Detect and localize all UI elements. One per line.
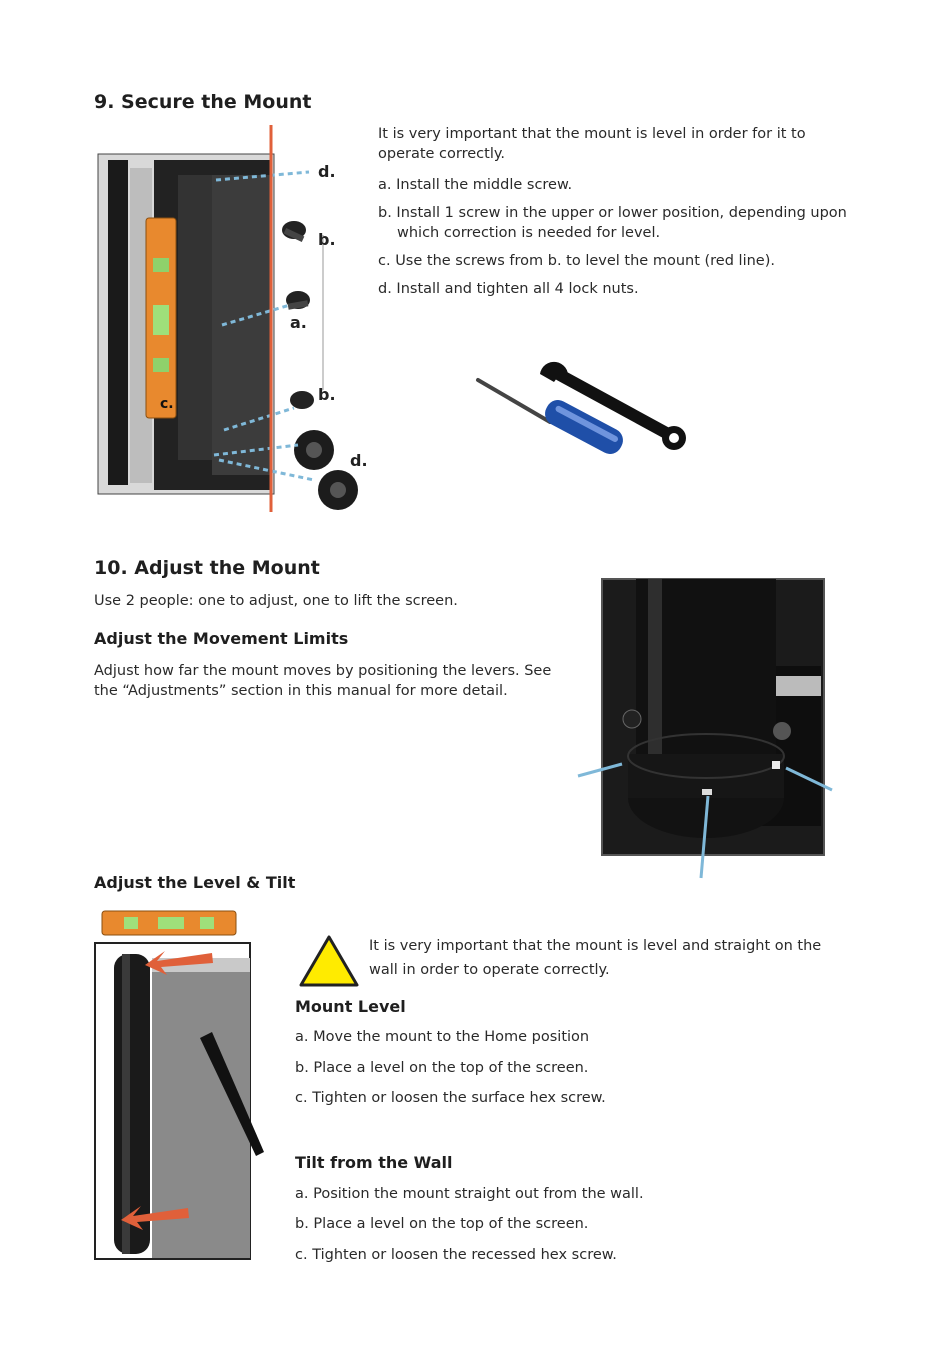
- section-9-step-c: c. Use the screws from b. to level the mount (red line).: [378, 253, 775, 269]
- mount-level-step-c: c. Tighten or loosen the surface hex screw.: [295, 1090, 606, 1106]
- section-9-step-d: d. Install and tighten all 4 lock nuts.: [378, 281, 639, 297]
- figure-label-b-top: b.: [318, 230, 336, 249]
- figure-label-c: c.: [160, 396, 174, 412]
- tools-illustration: [470, 360, 700, 470]
- level-tilt-heading: Adjust the Level & Tilt: [94, 873, 296, 892]
- lock-nut-icon: [294, 430, 334, 470]
- level-tool-icon: [102, 911, 236, 935]
- lock-nut-icon: [318, 470, 358, 510]
- figure-label-b-bottom: b.: [318, 385, 336, 404]
- tilt-heading: Tilt from the Wall: [295, 1153, 453, 1172]
- mount-install-illustration: [94, 120, 374, 515]
- movement-limits-heading: Adjust the Movement Limits: [94, 629, 349, 648]
- figure-label-d-top: d.: [318, 162, 336, 181]
- mount-level-heading: Mount Level: [295, 997, 406, 1016]
- screw-icon: [290, 391, 314, 409]
- section-9-step-a: a. Install the middle screw.: [378, 177, 573, 193]
- section-9-intro: It is very important that the mount is level in order for it to operate correctly.: [378, 126, 806, 162]
- mount-level-step-b: b. Place a level on the top of the screen.: [295, 1060, 589, 1076]
- level-tilt-photo: [92, 908, 282, 1270]
- level-tool-icon: [146, 218, 176, 418]
- warning-text: It is very important that the mount is level and straight on the wall in order to operate correctly.: [369, 938, 822, 978]
- screwdriver-icon: [478, 380, 627, 458]
- movement-limits-text: Adjust how far the mount moves by positioning the levers. See the “Adjustments” section in this manual for more detail.: [94, 663, 552, 699]
- section-10-title: 10. Adjust the Mount: [94, 557, 320, 579]
- section-9-title: 9. Secure the Mount: [94, 91, 312, 113]
- pole-lever-photo: [576, 576, 838, 881]
- tilt-step-b: b. Place a level on the top of the screen.: [295, 1216, 589, 1232]
- section-9-step-b: b. Install 1 screw in the upper or lower position, depending upon which correction is needed for level.: [378, 205, 847, 241]
- figure-label-d-bottom: d.: [350, 451, 368, 470]
- screw-icon: [282, 221, 306, 242]
- warning-icon: [298, 934, 360, 988]
- figure-label-a: a.: [290, 313, 307, 332]
- tilt-step-c: c. Tighten or loosen the recessed hex screw.: [295, 1247, 617, 1263]
- screw-icon: [286, 291, 310, 310]
- mount-level-step-a: a. Move the mount to the Home position: [295, 1029, 590, 1045]
- tilt-step-a: a. Position the mount straight out from the wall.: [295, 1186, 644, 1202]
- section-10-intro: Use 2 people: one to adjust, one to lift the screen.: [94, 593, 458, 609]
